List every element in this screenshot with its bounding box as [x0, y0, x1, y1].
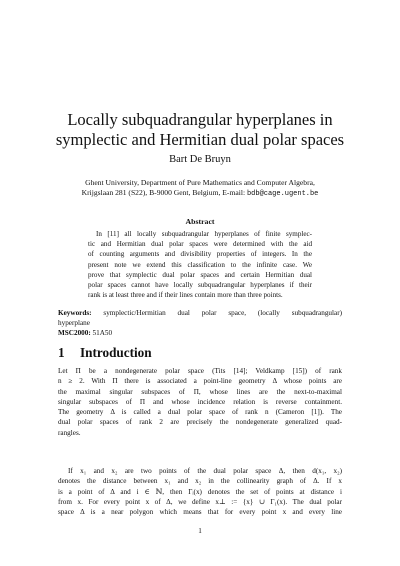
- title-line-2: symplectic and Hermitian dual polar spaces: [55, 130, 345, 149]
- paragraph-line: dual polar spaces of rank 2 are precisely the nondegenerate generalized quad-: [58, 418, 342, 427]
- keywords-text: symplectic/Hermitian dual polar space, (locally subquadrangular): [103, 309, 343, 317]
- msc-value: 51A50: [92, 329, 113, 337]
- abstract-body: [88, 229, 312, 300]
- msc-line: [58, 328, 342, 338]
- paragraph-line: from x. For every point x of Δ, we define x⊥ := {x} ∪ Γ₁(x). The dual polar: [58, 497, 342, 506]
- keywords-line-2: hyperplane: [58, 319, 90, 327]
- abstract-line: polar spaces cannot have locally subquadrangular hyperplanes if their: [88, 281, 312, 290]
- section-title: Introduction: [80, 345, 152, 360]
- abstract-line: tic and Hermitian dual polar spaces were determined with the aid: [88, 240, 312, 249]
- paragraph-line: denotes the distance between x₁ and x₂ in the collinearity graph of Δ. If x: [58, 477, 342, 486]
- keywords-line-1: [58, 308, 342, 318]
- affiliation-address: Krijgslaan 281 (S22), B-9000 Gent, Belgium, E-mail:: [81, 188, 247, 197]
- paper-title: [40, 110, 360, 150]
- paragraph-line: singular subspaces of Π and whose incidence relation is reverse containment.: [58, 397, 342, 406]
- keywords-block: [58, 308, 342, 338]
- paragraph-2: [58, 466, 342, 517]
- author-name: Bart De Bruyn: [169, 154, 231, 165]
- title-line-1: Locally subquadrangular hyperplanes in: [67, 110, 333, 129]
- paragraph-line: is a point of Δ and i ∈ ℕ, then Γᵢ(x) denotes the set of points at distance i: [58, 487, 342, 496]
- paragraph-1: [58, 366, 342, 438]
- abstract-line: of counting arguments and divisibility properties of integers. In the: [88, 250, 312, 259]
- abstract-line: prove that symplectic dual polar spaces and certain Hermitian dual: [88, 270, 312, 279]
- paragraph-line: space Δ is a near polygon which means that for every point x and every line: [58, 508, 342, 517]
- keywords-label: Keywords:: [58, 309, 92, 317]
- paragraph-line: If x₁ and x₂ are two points of the dual polar space Δ, then d(x₁, x₂): [68, 467, 342, 475]
- affiliation-line-2: [40, 188, 360, 199]
- msc-label: MSC2000:: [58, 329, 91, 337]
- abstract-line: In [11] all locally subquadrangular hyperplanes of finite symplec-: [96, 230, 312, 238]
- section-number: 1: [58, 345, 65, 360]
- page-number: 1: [198, 527, 202, 535]
- affiliation: [40, 178, 360, 199]
- paragraph-line: rangles.: [58, 428, 81, 437]
- abstract-line: rank is at least three and if their lines contain more than three points.: [88, 291, 283, 300]
- affiliation-line-1: Ghent University, Department of Pure Mathematics and Computer Algebra,: [85, 178, 315, 187]
- paragraph-line: n ≥ 2. With Π there is associated a point-line geometry Δ whose points are: [58, 377, 342, 386]
- email-link[interactable]: bdb@cage.ugent.be: [246, 190, 319, 198]
- paragraph-line: the maximal singular subspaces of Π, whose lines are the next-to-maximal: [58, 387, 342, 396]
- section-heading: [58, 345, 342, 361]
- paragraph-line: Let Π be a nondegenerate polar space (Tits [14]; Veldkamp [15]) of rank: [58, 367, 342, 375]
- paragraph-line: The geometry Δ is called a dual polar space of rank n (Cameron [1]). The: [58, 408, 342, 417]
- abstract-heading: Abstract: [185, 217, 215, 226]
- abstract-line: present note we extend this classification to the infinite case. We: [88, 260, 312, 269]
